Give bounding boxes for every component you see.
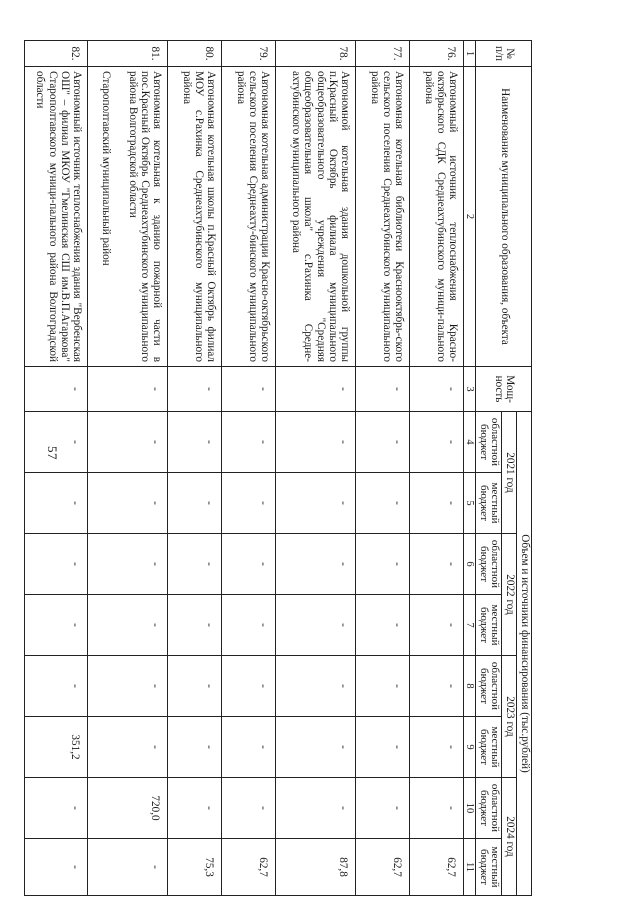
budget-value: -: [25, 534, 88, 595]
budget-value: -: [222, 717, 276, 778]
budget-value: -: [410, 473, 464, 534]
header-regional-budget: областной бюджет: [476, 412, 502, 473]
row-number: 80.: [168, 41, 222, 67]
budget-value: -: [222, 473, 276, 534]
row-number: 78.: [276, 41, 356, 67]
header-num: № п/п: [476, 41, 532, 67]
table-row: [276, 41, 356, 896]
object-name: Автономной котельная здания дошкольной группы п.Красный Октябрь филиала муниципального общеобразовательного учреждения "Средняя общеобразовательная школа" с.Рахинка Средне-ахтубинского муниципального района: [290, 71, 352, 362]
budget-value: -: [222, 534, 276, 595]
budget-value: -: [88, 717, 168, 778]
power-value: -: [168, 367, 222, 412]
budget-value: -: [25, 595, 88, 656]
power-value: -: [356, 367, 410, 412]
power-value: -: [410, 367, 464, 412]
table-row: [88, 41, 168, 896]
budget-value: -: [25, 473, 88, 534]
budget-value: -: [168, 473, 222, 534]
object-name-cell: [410, 67, 464, 367]
object-name-cell: [222, 67, 276, 367]
table-row: [356, 41, 410, 896]
table-row: [222, 41, 276, 896]
budget-value: -: [88, 656, 168, 717]
power-value: -: [88, 367, 168, 412]
budget-value: -: [88, 473, 168, 534]
object-name: Автономный источник теплоснабжения Красно-октябрьского СДК Среднеахтубинского муници-пального района: [422, 71, 460, 362]
table-body: [25, 41, 464, 896]
column-index: 1: [464, 41, 476, 67]
budget-value: -: [410, 778, 464, 839]
budget-value: -: [222, 656, 276, 717]
header-year-2021: 2021 год: [502, 412, 517, 534]
budget-value: -: [88, 534, 168, 595]
row-number: 82.: [25, 41, 88, 67]
budget-value: -: [276, 595, 356, 656]
budget-value: -: [356, 656, 410, 717]
column-index: 5: [464, 473, 476, 534]
budget-value: 351,2: [25, 717, 88, 778]
budget-value: -: [88, 839, 168, 896]
budget-value: -: [356, 412, 410, 473]
table-row: [25, 41, 88, 896]
budget-value: 62,7: [410, 839, 464, 896]
object-name: Автономная котельная библиотеки Краснооктябрь-ского сельского поселения Среднеахтубинского муниципального района: [368, 71, 406, 362]
column-index: 8: [464, 656, 476, 717]
budget-value: -: [25, 412, 88, 473]
header-name: Наименование муниципального образования, объекта: [476, 67, 532, 367]
object-name: Автономная котельная школы п.Красный Октябрь филиал МОУ с.Рахинка Среднеахтубинского муниципального района: [180, 71, 218, 362]
budget-value: -: [168, 778, 222, 839]
column-index: 4: [464, 412, 476, 473]
header-year-2022: 2022 год: [502, 534, 517, 656]
district-heading: Старополтавский муниципальный район: [100, 71, 113, 266]
budget-value: -: [168, 717, 222, 778]
row-number: 79.: [222, 41, 276, 67]
budget-value: -: [222, 778, 276, 839]
table-row: [168, 41, 222, 896]
object-name-cell: [276, 67, 356, 367]
header-local-budget: местный бюджет: [476, 839, 502, 896]
budget-value: -: [168, 412, 222, 473]
row-number: 76.: [410, 41, 464, 67]
header-power: Мощ-ность: [476, 367, 532, 412]
budget-value: -: [410, 717, 464, 778]
column-index: 7: [464, 595, 476, 656]
budget-value: -: [356, 595, 410, 656]
budget-value: -: [168, 656, 222, 717]
object-name: Автономный источник теплоснабжения здания "Вербенская ОШ" – филиал МКОУ "Гмелинская СШ им.В.П.Агаркова" Старополтавского муници-пального района Волгоградской области: [34, 71, 84, 362]
budget-value: -: [168, 534, 222, 595]
row-number: 81.: [88, 41, 168, 67]
budget-value: 62,7: [222, 839, 276, 896]
budget-value: 75,3: [168, 839, 222, 896]
column-index: 9: [464, 717, 476, 778]
budget-value: -: [222, 412, 276, 473]
budget-value: 87,8: [276, 839, 356, 896]
budget-value: -: [276, 412, 356, 473]
budget-value: -: [276, 778, 356, 839]
column-index: 11: [464, 839, 476, 896]
object-name-cell: [356, 67, 410, 367]
header-year-2024: 2024 год: [502, 778, 517, 896]
column-index: 3: [464, 367, 476, 412]
budget-value: -: [276, 473, 356, 534]
budget-value: -: [356, 473, 410, 534]
object-name: Автономная котельная к зданию пожарной части в пос.Красный Октябрь Среднеахтубинского муниципального района Волгоградской области: [126, 71, 164, 362]
budget-value: -: [25, 839, 88, 896]
budget-value: -: [356, 778, 410, 839]
header-regional-budget: областной бюджет: [476, 656, 502, 717]
header-local-budget: местный бюджет: [476, 473, 502, 534]
power-value: -: [276, 367, 356, 412]
object-name-cell: [88, 67, 168, 367]
power-value: -: [25, 367, 88, 412]
budget-value: -: [88, 595, 168, 656]
budget-value: -: [276, 656, 356, 717]
budget-value: -: [410, 656, 464, 717]
budget-value: -: [276, 534, 356, 595]
column-index: 10: [464, 778, 476, 839]
power-value: -: [222, 367, 276, 412]
header-year-2023: 2023 год: [502, 656, 517, 778]
header-local-budget: местный бюджет: [476, 717, 502, 778]
budget-value: 720,0: [88, 778, 168, 839]
row-number: 77.: [356, 41, 410, 67]
budget-value: -: [410, 595, 464, 656]
header-funding: Объем и источники финансирования (тыс.рублей): [517, 412, 532, 896]
budget-value: -: [356, 717, 410, 778]
budget-value: -: [356, 534, 410, 595]
budget-value: -: [25, 778, 88, 839]
column-index: 2: [464, 67, 476, 367]
budget-value: -: [410, 534, 464, 595]
header-regional-budget: областной бюджет: [476, 778, 502, 839]
budget-value: -: [276, 717, 356, 778]
object-name-cell: [168, 67, 222, 367]
header-regional-budget: областной бюджет: [476, 534, 502, 595]
budget-value: -: [88, 412, 168, 473]
column-index: 6: [464, 534, 476, 595]
header-local-budget: местный бюджет: [476, 595, 502, 656]
budget-value: -: [410, 412, 464, 473]
budget-value: 62,7: [356, 839, 410, 896]
page-number: 57: [45, 446, 60, 460]
budget-value: -: [25, 656, 88, 717]
budget-value: -: [168, 595, 222, 656]
financing-table: [24, 40, 532, 896]
object-name-cell: [25, 67, 88, 367]
object-name: Автономная котельная администрации Красно-октябрьского сельского поселения Среднеахту-бинского муниципального района: [234, 71, 272, 362]
budget-value: -: [222, 595, 276, 656]
table-row: [410, 41, 464, 896]
